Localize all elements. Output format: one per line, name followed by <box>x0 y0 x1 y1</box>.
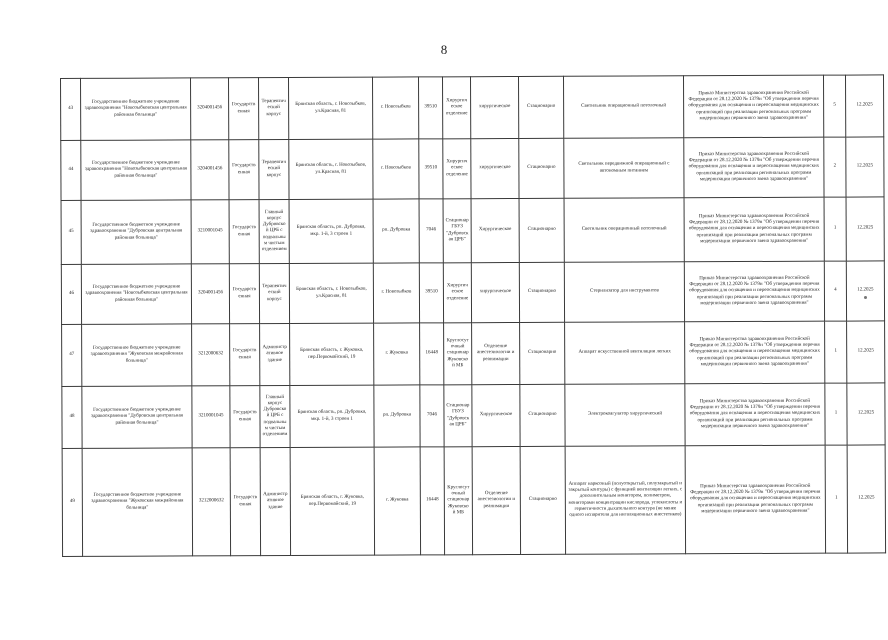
address: Брянская область, г. Новозыбков, ул.Красная, 81 <box>289 139 373 199</box>
medical-profile: хирургическое <box>471 262 519 322</box>
settlement: г. Новозыбков <box>373 139 419 199</box>
quantity: 5 <box>823 75 845 137</box>
medical-profile: Отделение анестезиологии и реанимации <box>472 446 520 554</box>
ownership-form: Государственная <box>229 200 259 264</box>
address: Брянская область, рп. Дубровка, мкр. 1-й, 3 строен 1 <box>289 199 373 263</box>
quantity: 1 <box>824 197 846 261</box>
inn-code: 3210001045 <box>192 386 230 448</box>
oktmo-code: 39510 <box>419 139 443 199</box>
equipment-name: Светильник передвижной операционный с автономным питанием <box>564 138 684 199</box>
building-name: Административное здание <box>260 324 290 386</box>
address: Брянская область, г. Жуковка, пер.Первомайский, 19 <box>290 447 374 555</box>
settlement: г. Новозыбков <box>373 263 419 323</box>
delivery-date: 12.2025 <box>846 137 884 197</box>
equipment-name: Электрокоагулятор хирургический <box>565 384 685 447</box>
oktmo-code: 39510 <box>419 263 443 323</box>
care-conditions: Стационарно <box>519 138 564 198</box>
scan-speck <box>864 296 867 299</box>
ownership-form: Государственная <box>230 386 260 448</box>
department: Стационар ГБУЗ "Дубровская ЦРБ" <box>444 385 472 447</box>
row-number: 45 <box>61 200 81 264</box>
address: Брянская область, г. Новозыбков, ул.Красная, 81 <box>289 77 373 139</box>
inn-code: 3204001456 <box>191 264 229 324</box>
table-row <box>61 197 884 265</box>
inn-code: 3204001456 <box>191 140 229 200</box>
quantity: 1 <box>825 445 847 553</box>
ownership-form: Государственная <box>229 264 259 324</box>
equipment-name: Аппарат наркозный (полуоткрытый, полузакрытый и закрытый контуры) с функцией вентиляции легких, с дополнительным монитором, полиметром, мониторами концентрации кислорода, углекислоты и герметичности дыхательного контура (не менее одного испарителя для ингаляционных анестетиков) <box>565 446 685 555</box>
quantity: 2 <box>824 137 846 197</box>
building-name: Административное здание <box>260 447 290 555</box>
row-number: 48 <box>62 386 82 448</box>
department: Хирургическое отделение <box>443 263 471 323</box>
organization-name: Государственное бюджетное учреждение здравоохранения "Новозыбковская центральная районная больница" <box>81 140 191 200</box>
settlement: г. Новозыбков <box>372 77 418 139</box>
care-conditions: Стационарно <box>519 198 564 262</box>
settlement: рп. Дубровка <box>373 199 419 263</box>
building-name: Главный корпус Дубровской ЦРБ с подвальным чистым отделением <box>259 200 289 264</box>
equipment-table <box>60 74 886 557</box>
legal-basis: Приказ Министерства здравоохранения Российской Федерации от 28.12.2020 № 1379н "Об утверждении перечня оборудования для оснащения и переоснащения медицинских организаций при реализации региональных программ модернизации первичного звена здравоохранения" <box>685 321 825 384</box>
oktmo-code: 7046 <box>419 199 443 263</box>
quantity: 1 <box>825 321 847 383</box>
department: Стационар ГБУЗ "Дубровская ЦРБ" <box>443 199 471 263</box>
delivery-date: 12.2025 <box>846 197 884 261</box>
equipment-name: Светильник операционный потолочный <box>564 198 684 263</box>
table-row <box>61 137 884 201</box>
organization-name: Государственное бюджетное учреждение здравоохранения "Жуковская межрайонная больница" <box>82 448 192 556</box>
legal-basis: Приказ Министерства здравоохранения Российской Федерации от 28.12.2020 № 1379н "Об утверждении перечня оборудования для оснащения и переоснащения медицинских организаций при реализации региональных программ модернизации первичного звена здравоохранения" <box>685 383 825 446</box>
row-number: 49 <box>62 448 82 556</box>
row-number: 43 <box>61 78 81 140</box>
delivery-date: 12.2025 <box>847 383 885 445</box>
equipment-name: Аппарат искусственной вентиляции легких <box>565 322 685 385</box>
building-name: Терапевтический корпус <box>259 78 289 140</box>
department: Хирургическое отделение <box>442 77 470 139</box>
oktmo-code: 16448 <box>420 447 444 555</box>
equipment-name: Стерилизатор для инструментов <box>564 262 684 323</box>
settlement: г. Жуковка <box>374 447 420 555</box>
organization-name: Государственное бюджетное учреждение здравоохранения "Новозыбковская центральная районная больница" <box>81 78 191 140</box>
oktmo-code: 39510 <box>418 77 442 139</box>
care-conditions: Стационарно <box>520 322 565 384</box>
care-conditions: Стационарно <box>519 262 564 322</box>
organization-name: Государственное бюджетное учреждение здравоохранения "Жуковская межрайонная больница" <box>82 324 192 386</box>
delivery-date: 12.2025 <box>847 321 885 383</box>
quantity: 1 <box>825 383 847 445</box>
ownership-form: Государственная <box>230 448 260 556</box>
inn-code: 3210001045 <box>191 200 229 264</box>
address: Брянская область, г. Жуковка, пер.Первомайский, 19 <box>290 323 374 385</box>
row-number: 46 <box>61 264 81 324</box>
address: Брянская область, г. Новозыбков, ул.Красная, 81 <box>289 263 373 323</box>
medical-profile: хирургическое <box>470 76 518 138</box>
ownership-form: Государственная <box>229 140 259 200</box>
table-row <box>61 261 884 325</box>
address: Брянская область, рп. Дубровка, мкр. 1-й, 3 строен 1 <box>290 385 374 447</box>
equipment-name: Светильник операционный потолочный <box>563 76 683 139</box>
medical-profile: Отделение анестезиологии и реанимации <box>472 322 520 384</box>
building-name: Главный корпус Дубровской ЦРБ с подвальным чистым отделением <box>260 386 290 448</box>
page-number: 8 <box>440 42 448 57</box>
quantity: 4 <box>824 261 846 321</box>
department: Хирургическое отделение <box>443 139 471 199</box>
organization-name: Государственное бюджетное учреждение здравоохранения "Дубровская центральная районная больница" <box>81 200 191 264</box>
inn-code: 3212000632 <box>192 448 230 556</box>
oktmo-code: 16448 <box>420 323 444 385</box>
delivery-date: 12.2025 <box>845 75 883 137</box>
medical-profile: хирургическое <box>471 138 519 198</box>
medical-profile: Хирургическое <box>472 384 520 446</box>
building-name: Терапевтический корпус <box>259 140 289 200</box>
inn-code: 3204001456 <box>191 78 229 140</box>
delivery-date: 12.2025 <box>846 261 884 321</box>
legal-basis: Приказ Министерства здравоохранения Российской Федерации от 28.12.2020 № 1379н "Об утверждении перечня оборудования для оснащения и переоснащения медицинских организаций при реализации региональных программ модернизации первичного звена здравоохранения" <box>683 75 823 138</box>
ownership-form: Государственная <box>230 324 260 386</box>
organization-name: Государственное бюджетное учреждение здравоохранения "Дубровская центральная районная больница" <box>82 386 192 448</box>
legal-basis: Приказ Министерства здравоохранения Российской Федерации от 28.12.2020 № 1379н "Об утверждении перечня оборудования для оснащения и переоснащения медицинских организаций при реализации региональных программ модернизации первичного звена здравоохранения" <box>685 445 825 554</box>
legal-basis: Приказ Министерства здравоохранения Российской Федерации от 28.12.2020 № 1379н "Об утверждении перечня оборудования для оснащения и переоснащения медицинских организаций при реализации региональных программ модернизации первичного звена здравоохранения" <box>684 261 824 322</box>
settlement: рп. Дубровка <box>374 385 420 447</box>
ownership-form: Государственная <box>229 78 259 140</box>
inn-code: 3212000632 <box>192 324 230 386</box>
table-row <box>62 383 885 449</box>
building-name: Терапевтический корпус <box>259 264 289 324</box>
delivery-date: 12.2025 <box>847 445 885 553</box>
care-conditions: Стационарно <box>520 446 565 554</box>
settlement: г. Жуковка <box>374 323 420 385</box>
row-number: 44 <box>61 140 81 200</box>
legal-basis: Приказ Министерства здравоохранения Российской Федерации от 28.12.2020 № 1379н "Об утверждении перечня оборудования для оснащения и переоснащения медицинских организаций при реализации региональных программ модернизации первичного звена здравоохранения" <box>684 197 824 262</box>
medical-profile: Хирургическое <box>471 198 519 262</box>
legal-basis: Приказ Министерства здравоохранения Российской Федерации от 28.12.2020 № 1379н "Об утверждении перечня оборудования для оснащения и переоснащения медицинских организаций при реализации региональных программ модернизации первичного звена здравоохранения" <box>684 137 824 198</box>
oktmo-code: 7046 <box>420 385 444 447</box>
department: Круглосуточный стационар Жуковской МБ <box>444 447 472 555</box>
row-number: 47 <box>62 324 82 386</box>
table-row <box>62 321 885 387</box>
care-conditions: Стационарно <box>518 76 563 138</box>
table-row <box>62 445 885 557</box>
organization-name: Государственное бюджетное учреждение здравоохранения "Новозыбковская центральная районная больница" <box>81 264 191 324</box>
table-body <box>61 75 886 557</box>
department: Круглосуточный стационар Жуковской МБ <box>444 323 472 385</box>
care-conditions: Стационарно <box>520 384 565 446</box>
table-row <box>61 75 884 141</box>
